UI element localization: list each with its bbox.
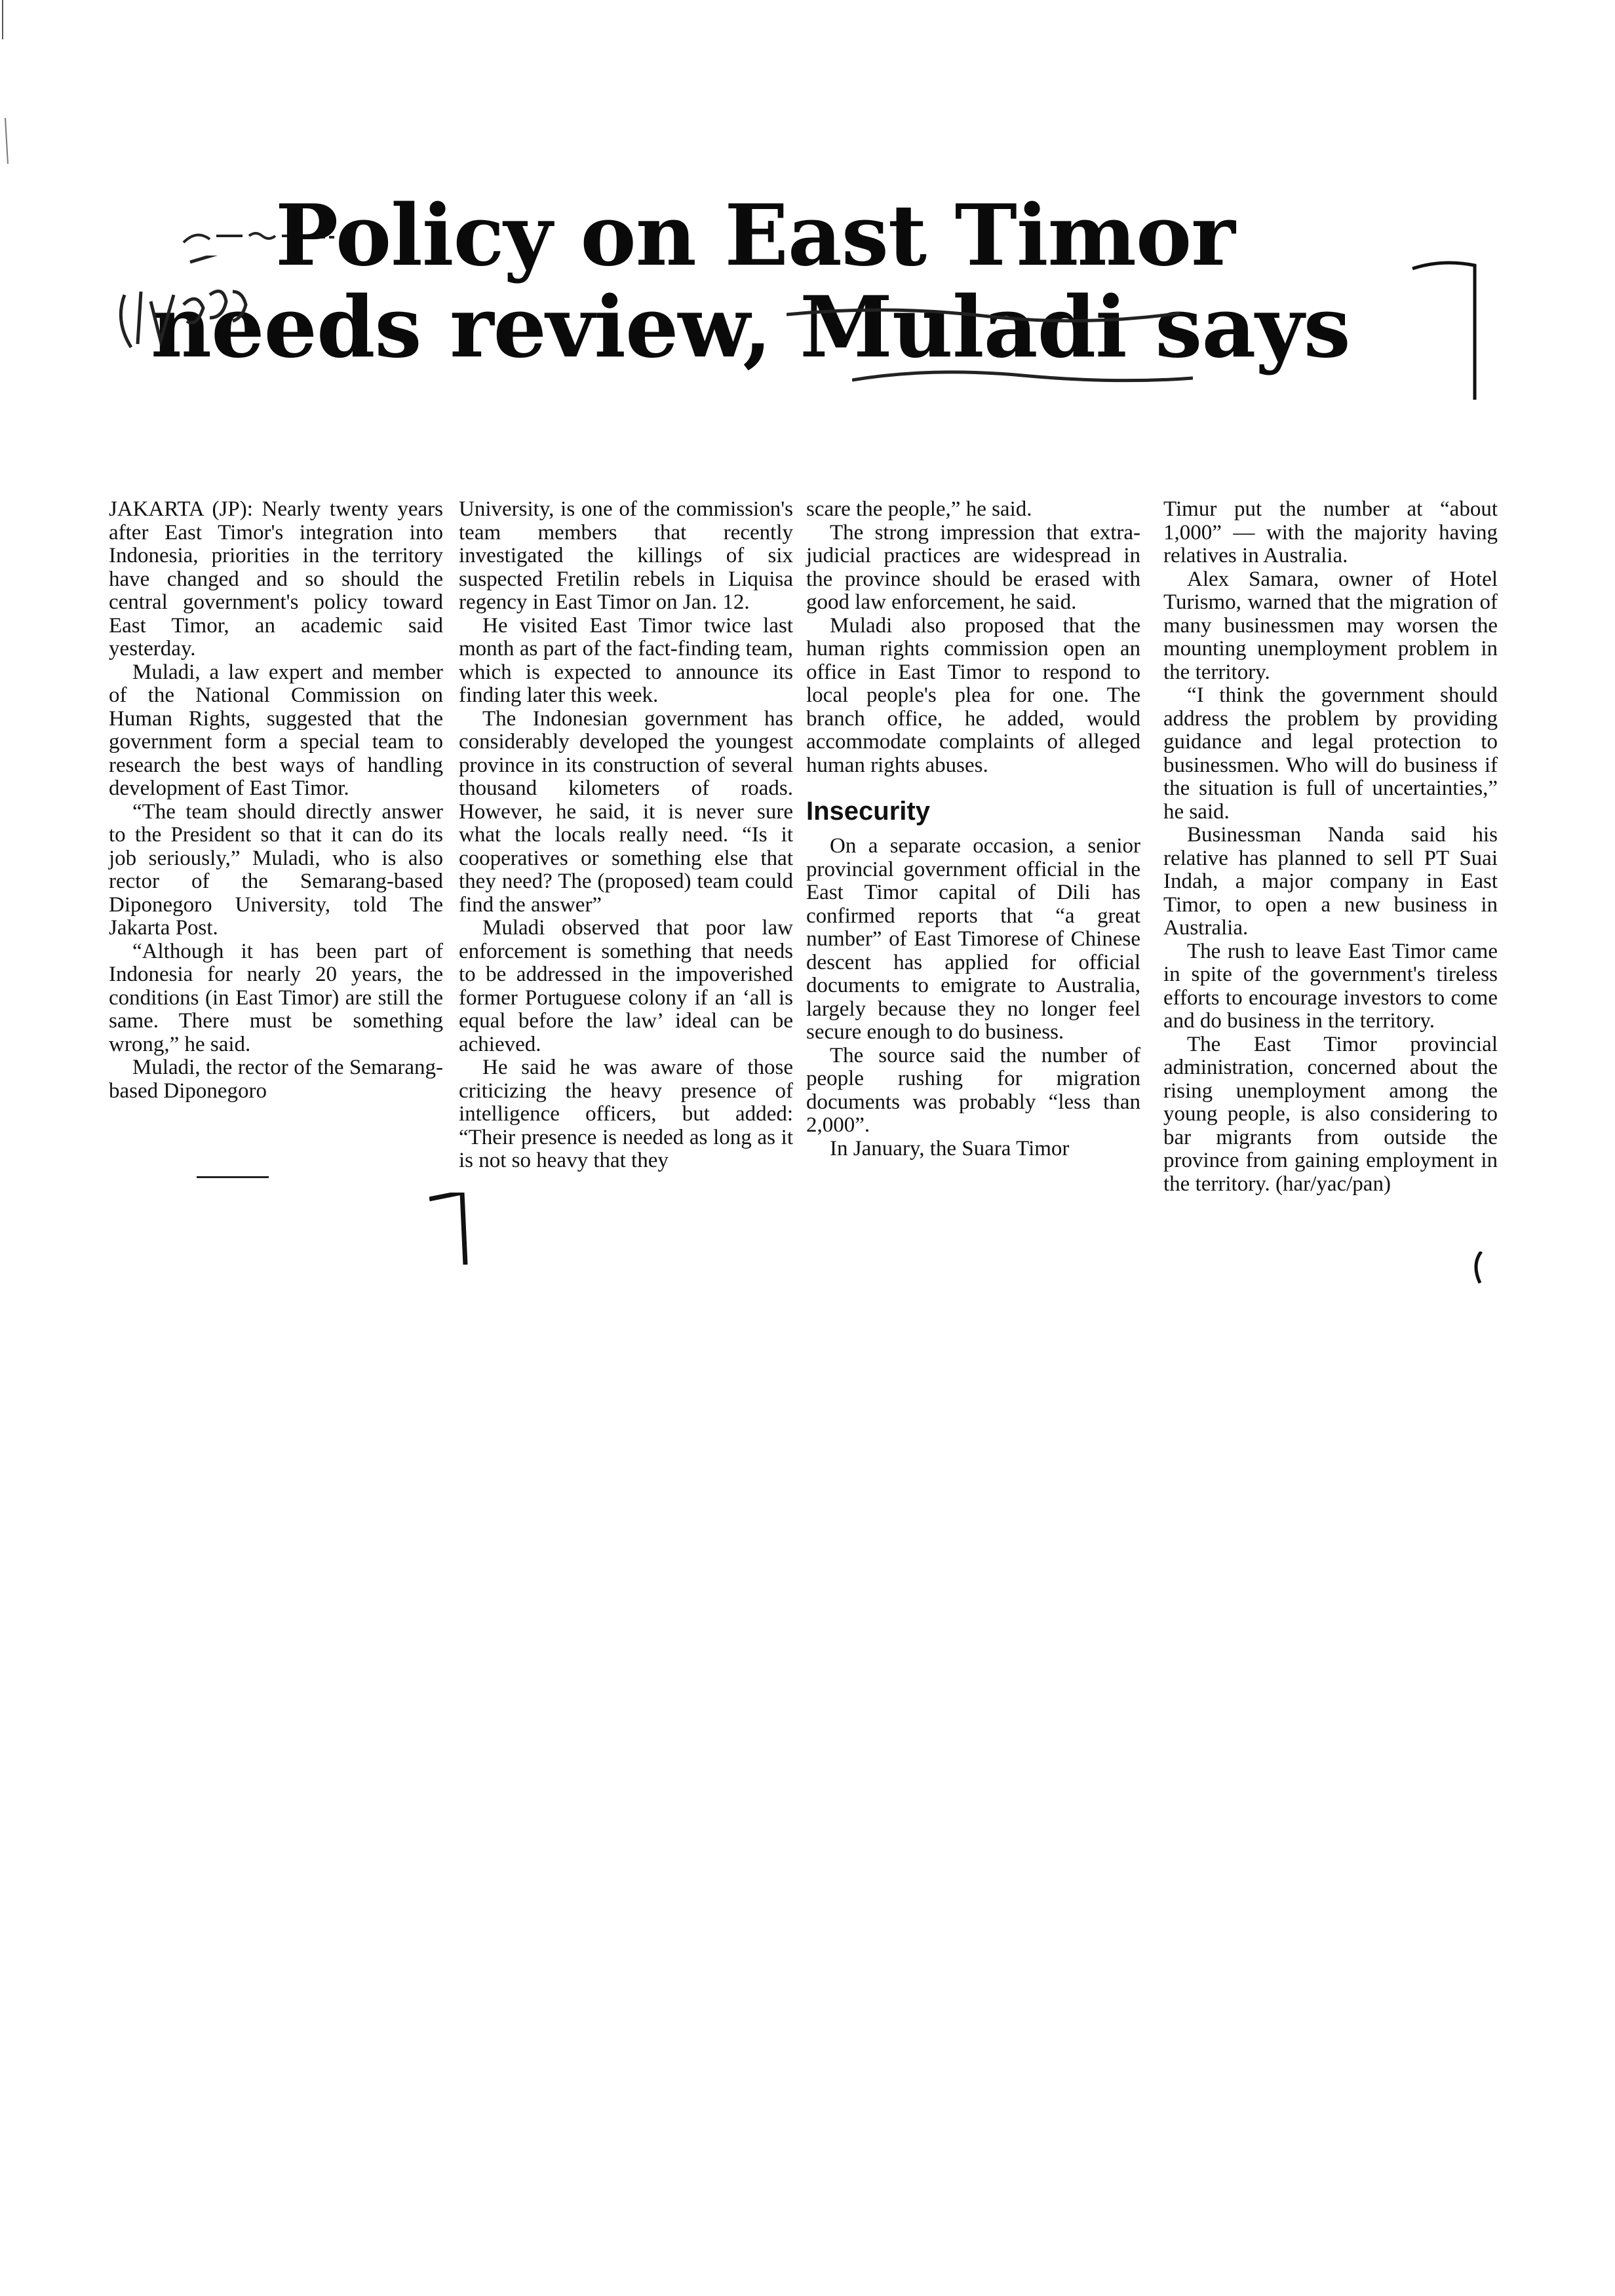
article-column-3 <box>806 498 1140 1160</box>
paragraph: “The team should directly answer to the President so that it can do its job seriously,” Muladi, who is also rector of the Semarang-based Diponegoro University, told The Jakarta Post. <box>109 799 443 940</box>
paragraph: Alex Samara, owner of Hotel Turismo, warned that the migration of many businessmen may worsen the mounting unemployment problem in the territory. <box>1163 567 1498 684</box>
paragraph: The source said the number of people rushing for migration documents was probably “less than 2,000”. <box>806 1043 1140 1137</box>
paragraph: Muladi observed that poor law enforcement is something that needs to be addressed in the impoverished former Portuguese colony if an ‘all is equal before the law’ ideal can be achieved. <box>459 916 793 1056</box>
handwritten-end-mark <box>1468 1252 1488 1284</box>
newspaper-clipping <box>98 187 1508 1317</box>
scan-edge-marks <box>0 0 20 170</box>
paragraph: He visited East Timor twice last month as part of the fact-finding team, which is expected to announce its finding later this week. <box>459 613 793 707</box>
paragraph: Timur put the number at “about 1,000” — with the majority having relatives in Australia. <box>1163 497 1498 567</box>
paragraph: JAKARTA (JP): Nearly twenty years after East Timor's integration into Indonesia, priorities in the territory have changed and so should the central government's policy toward East Timor, an academic said yesterday. <box>109 497 443 660</box>
headline <box>98 187 1508 377</box>
paragraph: The strong impression that extra-judicial practices are widespread in the province should be erased with good law enforcement, he said. <box>806 520 1140 614</box>
clip-corner-bracket <box>1409 256 1481 406</box>
handwritten-date <box>111 256 262 354</box>
paragraph: scare the people,” he said. <box>806 497 1032 521</box>
article-column-2 <box>459 498 793 1173</box>
paragraph: Muladi also proposed that the human rights commission open an office in East Timor to respond to local people's plea for one. The branch office, he added, would accommodate complaints of alleged human rights abuses. <box>806 613 1140 777</box>
paragraph: In January, the Suara Timor <box>830 1136 1070 1160</box>
paragraph: “I think the government should address the problem by providing guidance and legal protection to businessmen. Who will do business if the situation is full of uncertainties,” he said. <box>1163 683 1498 824</box>
paragraph: He said he was aware of those criticizing the heavy presence of intelligence officers, but added: “Their presence is needed as long as it is not so heavy that they <box>459 1056 793 1172</box>
article-column-4 <box>1163 498 1498 1196</box>
headline-line-1: Policy on East Timor <box>275 187 1235 285</box>
article-column-1 <box>109 498 443 1103</box>
column-divider-rule <box>197 1176 269 1178</box>
paragraph: “Although it has been part of Indonesia for nearly 20 years, the conditions (in East Timor) are still the same. There must be something wrong,” he said. <box>109 939 443 1056</box>
paragraph: Muladi, a law expert and member of the National Commission on Human Rights, suggested that the government form a special team to research the best ways of handling development of East Timor. <box>109 660 443 800</box>
paragraph: The rush to leave East Timor came in spite of the government's tireless efforts to encourage investors to come and do business in the territory. <box>1163 939 1498 1033</box>
hand-underline-1 <box>787 301 1180 328</box>
paragraph: Muladi, the rector of the Semarang-based Diponegoro <box>109 1056 443 1103</box>
paragraph: On a separate occasion, a senior provincial government official in the East Timor capital of Dili has confirmed reports that “a great number” of East Timorese of Chinese descent has applied for official documents to emigrate to Australia, largely because they no longer feel secure enough to do business. <box>806 834 1140 1044</box>
hand-underline-2 <box>852 364 1193 390</box>
paragraph: University, is one of the commission's team members that recently investigated the killings of six suspected Fretilin rebels in Liquisa regency in East Timor on Jan. 12. <box>459 497 793 614</box>
paragraph: The East Timor provincial administration, concerned about the rising unemployment among the young people, is also considering to bar migrants from outside the province from gaining employment in the territory. (har/yac/pan) <box>1163 1032 1498 1196</box>
paragraph: Businessman Nanda said his relative has planned to sell PT Suai Indah, a major company in East Timor, to open a new business in Australia. <box>1163 823 1498 940</box>
column-end-corner-mark <box>429 1193 469 1265</box>
section-subhead: Insecurity <box>806 797 930 826</box>
paragraph: The Indonesian government has considerably developed the youngest province in its construction of several thousand kilometers of roads. However, he said, it is never sure what the locals really need. “Is it cooperatives or something else that they need? The (proposed) team could find the answer” <box>459 706 793 917</box>
headline-line-2: needs review, Muladi says <box>151 278 1350 377</box>
